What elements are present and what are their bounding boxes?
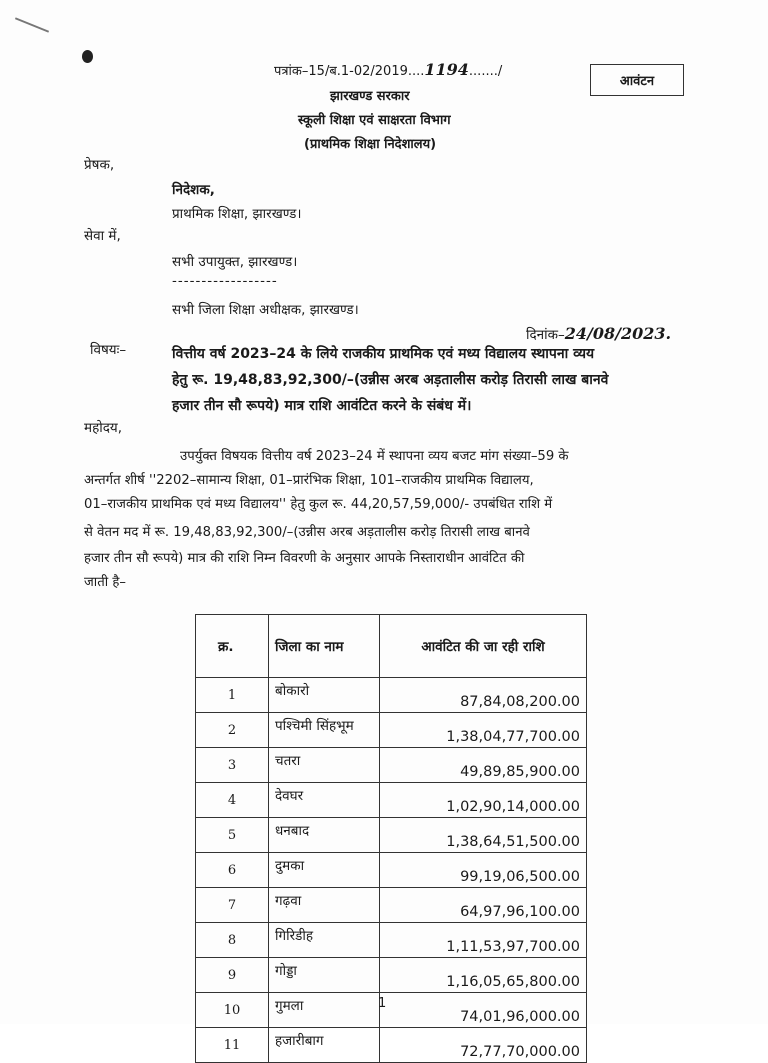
subject-line-2: हेतु रू. 19,48,83,92,300/–(उन्नीस अरब अड़तालीस करोड़ तिरासी लाख बानवे bbox=[172, 372, 609, 388]
row-serial: 4 bbox=[196, 783, 269, 818]
table-row bbox=[196, 958, 587, 993]
header-serial: क्र. bbox=[196, 615, 269, 678]
row-district: पश्चिमी सिंहभूम bbox=[269, 713, 380, 748]
row-serial: 10 bbox=[196, 993, 269, 1028]
allotment-badge: आवंटन bbox=[590, 64, 684, 96]
row-amount: 1,11,53,97,700.00 bbox=[380, 923, 587, 958]
row-amount: 99,19,06,500.00 bbox=[380, 853, 587, 888]
header-amount: आवंटित की जा रही राशि bbox=[380, 615, 587, 678]
table-row bbox=[196, 818, 587, 853]
row-district: हजारीबाग bbox=[269, 1028, 380, 1063]
header-district: जिला का नाम bbox=[269, 615, 380, 678]
row-amount: 87,84,08,200.00 bbox=[380, 678, 587, 713]
row-amount: 72,77,70,000.00 bbox=[380, 1028, 587, 1063]
row-district: देवघर bbox=[269, 783, 380, 818]
letter-number: पत्रांक–15/ब.1-02/2019....1194......./ bbox=[274, 60, 503, 79]
row-amount: 74,01,96,000.00 bbox=[380, 993, 587, 1028]
recipient-label: सेवा में, bbox=[84, 228, 121, 244]
row-serial: 2 bbox=[196, 713, 269, 748]
punch-hole bbox=[82, 50, 93, 63]
table-row bbox=[196, 748, 587, 783]
table-row bbox=[196, 888, 587, 923]
row-serial: 1 bbox=[196, 678, 269, 713]
body-line-6: जाती है– bbox=[84, 575, 126, 590]
letter-date: दिनांक–24/08/2023. bbox=[526, 324, 672, 343]
row-serial: 5 bbox=[196, 818, 269, 853]
table-row bbox=[196, 993, 587, 1028]
row-district: गोड्डा bbox=[269, 958, 380, 993]
sender-office: प्राथमिक शिक्षा, झारखण्ड। bbox=[172, 206, 302, 222]
recipient-line-2: सभी जिला शिक्षा अधीक्षक, झारखण्ड। bbox=[172, 302, 359, 318]
row-district: दुमका bbox=[269, 853, 380, 888]
row-serial: 11 bbox=[196, 1028, 269, 1063]
subject-label: विषयः– bbox=[90, 342, 127, 358]
row-amount: 1,16,05,65,800.00 bbox=[380, 958, 587, 993]
directorate-name: (प्राथमिक शिक्षा निदेशालय) bbox=[304, 137, 437, 152]
row-amount: 1,38,04,77,700.00 bbox=[380, 713, 587, 748]
sender-title: निदेशक, bbox=[172, 182, 215, 198]
table-row bbox=[196, 1028, 587, 1063]
row-district: गिरिडीह bbox=[269, 923, 380, 958]
body-line-3: 01–राजकीय प्राथमिक एवं मध्य विद्यालय'' हेतु कुल रू. 44,20,57,59,000/- उपबंधित राशि में bbox=[84, 497, 553, 512]
row-amount: 1,02,90,14,000.00 bbox=[380, 783, 587, 818]
table-row bbox=[196, 923, 587, 958]
scan-mark bbox=[15, 17, 49, 32]
body-line-4: से वेतन मद में रू. 19,48,83,92,300/–(उन्नीस अरब अड़तालीस करोड़ तिरासी लाख बानवे bbox=[84, 525, 530, 540]
body-line-1: उपर्युक्त विषयक वित्तीय वर्ष 2023–24 में स्थापना व्यय बजट मांग संख्या–59 के bbox=[180, 449, 569, 464]
row-serial: 9 bbox=[196, 958, 269, 993]
table-row bbox=[196, 783, 587, 818]
table-header-row bbox=[196, 615, 587, 678]
row-amount: 64,97,96,100.00 bbox=[380, 888, 587, 923]
table-row bbox=[196, 713, 587, 748]
subject-line-3: हजार तीन सौ रूपये) मात्र राशि आवंटित करने के संबंध में। bbox=[172, 398, 472, 414]
row-serial: 8 bbox=[196, 923, 269, 958]
row-amount: 1,38,64,51,500.00 bbox=[380, 818, 587, 853]
body-line-2: अन्तर्गत शीर्ष ''2202–सामान्य शिक्षा, 01–प्रारंभिक शिक्षा, 101–राजकीय प्राथमिक विद्यालय, bbox=[84, 473, 534, 488]
recipient-line-1: सभी उपायुक्त, झारखण्ड। bbox=[172, 254, 298, 270]
row-district: गढ़वा bbox=[269, 888, 380, 923]
recipient-separator: ------------------ bbox=[172, 273, 278, 289]
row-district: बोकारो bbox=[269, 678, 380, 713]
subject-line-1: वित्तीय वर्ष 2023–24 के लिये राजकीय प्राथमिक एवं मध्य विद्यालय स्थापना व्यय bbox=[172, 346, 595, 362]
sender-label: प्रेषक, bbox=[84, 157, 115, 173]
row-amount: 49,89,85,900.00 bbox=[380, 748, 587, 783]
row-district: गुमला bbox=[269, 993, 380, 1028]
government-name: झारखण्ड सरकार bbox=[330, 89, 410, 104]
table-row bbox=[196, 678, 587, 713]
row-serial: 3 bbox=[196, 748, 269, 783]
salutation: महोदय, bbox=[84, 420, 123, 436]
allocation-table bbox=[195, 614, 587, 1063]
row-district: चतरा bbox=[269, 748, 380, 783]
row-serial: 7 bbox=[196, 888, 269, 923]
department-name: स्कूली शिक्षा एवं साक्षरता विभाग bbox=[298, 113, 451, 128]
page-number: 1 bbox=[378, 996, 387, 1011]
row-district: धनबाद bbox=[269, 818, 380, 853]
table-row bbox=[196, 853, 587, 888]
row-serial: 6 bbox=[196, 853, 269, 888]
body-line-5: हजार तीन सौ रूपये) मात्र की राशि निम्न विवरणी के अनुसार आपके निस्ताराधीन आवंटित की bbox=[84, 551, 525, 566]
